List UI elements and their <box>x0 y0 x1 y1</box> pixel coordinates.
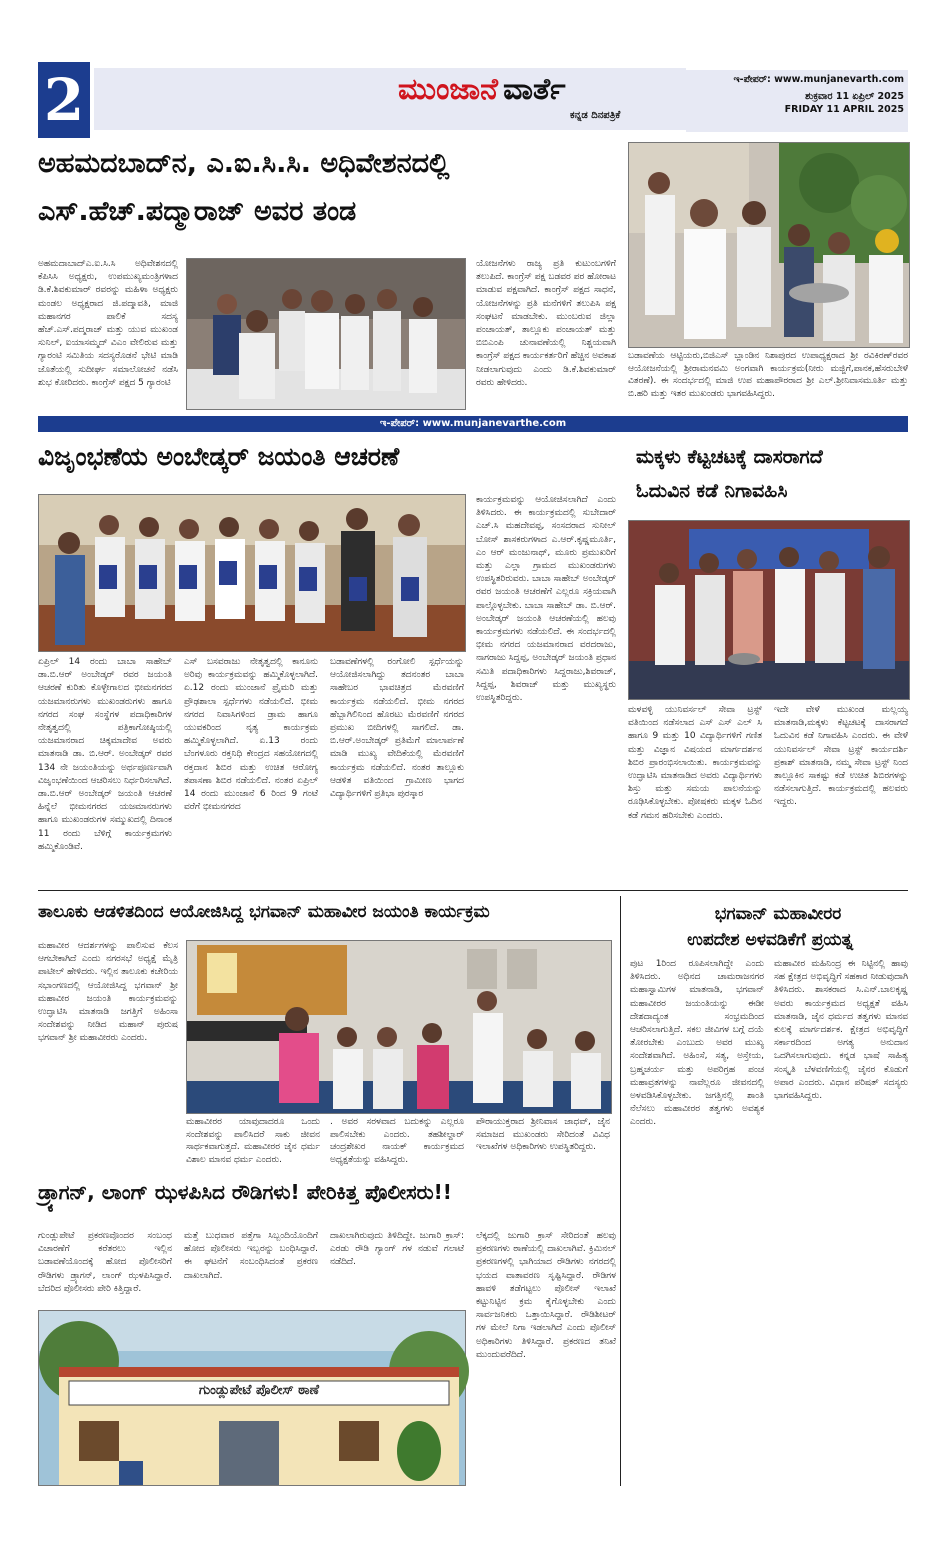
page-number-box <box>38 62 90 138</box>
article5-photo <box>186 940 612 1114</box>
article3-col2: ಎಸ್ ಬಸವರಾಜು ನೇತೃತ್ವದಲ್ಲಿ ಕಾನೂನು ಅರಿವು ಕಾರ್ಯಕ್ರಮವನ್ನು ಹಮ್ಮಿಕೊಳ್ಳಲಾಗಿದೆ. ಏ.12 ರಂದು ಮುಂಜಾನೆ ಪ್ರೈಮರಿ ಮತ್ತು ಪ್ರೌಢಶಾಲಾ ಸ್ಪರ್ಧೆಗಳು ನಡೆಯಲಿದೆ. ಭೀಮ ನಗರದ ನಿವಾಸಿಗಳಿಂದ ಡ್ರಾಮ ಹಾಗೂ ಯುವಕರಿಂದ ನೃತ್ಯ ಕಾರ್ಯಕ್ರಮ ಹಮ್ಮಿಕೊಳ್ಳಲಾಗಿದೆ. ಏ.13 ರಂದು ಬೆಂಗಳೂರು ರಕ್ತನಿಧಿ ಕೇಂದ್ರದ ಸಹಯೋಗದಲ್ಲಿ ರಕ್ತದಾನ ಶಿಬಿರ ಮತ್ತು ಉಚಿತ ಆರೋಗ್ಯ ತಪಾಸಣಾ ಶಿಬಿರ ನಡೆಯಲಿದೆ. ನಂತರ ಏಪ್ರಿಲ್ 14 ರಂದು ಮುಂಜಾನೆ 6 ರಿಂದ 9 ಗಂಟೆ ವರೆಗೆ ಭೀಮನಗರದ <box>184 657 318 813</box>
article3-photo-image <box>39 495 465 651</box>
separator-vertical-article6 <box>620 896 621 1486</box>
article6-col2: ಮಹಾವೀರ ಮಹಿನಿಂದ್ರ ಈ ನಿಟ್ಟಿನಲ್ಲಿ ಹಾವು ಸಹ ಕ್ಷೇತ್ರದ ಅಭಿವೃದ್ಧಿಗೆ ಸಹಕಾರ ನೀಡುವುದಾಗಿ ತಿಳಿಸಿದರು. ಶಾಸಕರಾದ ಸಿ.ಎನ್.ಬಾಲಕೃಷ್ಣ ಅವರು ಕಾರ್ಯಕ್ರಮದ ಅಧ್ಯಕ್ಷತೆ ವಹಿಸಿ ಮಾತನಾಡಿ, ಜೈನ ಧರ್ಮದ ತತ್ವಗಳು ಮಾನವ ಕುಲಕ್ಕೆ ಮಾರ್ಗದರ್ಶಕ. ಕ್ಷೇತ್ರದ ಅಭಿವೃದ್ಧಿಗೆ ಸರ್ಕಾರದಿಂದ ಅಗತ್ಯ ಅನುದಾನ ಒದಗಿಸಲಾಗುವುದು. ಕನ್ನಡ ಭಾಷೆ ಸಾಹಿತ್ಯ ಸಂಸ್ಕೃತಿ ಬೆಳವಣಿಗೆಯಲ್ಲಿ ಜೈನರ ಕೊಡುಗೆ ಅಪಾರ ಎಂದರು. ವಿಧಾನ ಪರಿಷತ್ ಸದಸ್ಯರು ಭಾಗವಹಿಸಿದ್ದರು. <box>774 959 908 1102</box>
separator-mid <box>38 890 908 891</box>
article4-col1: ಮಳವಳ್ಳಿ ಯುನಿವರ್ಸಲ್ ಸೇವಾ ಟ್ರಸ್ಟ್ ವತಿಯಿಂದ ನಡೆಸಲಾದ ಎಸ್ ಎಸ್ ಎಲ್ ಸಿ ಹಾಗೂ 9 ಮತ್ತು 10 ವಿದ್ಯಾರ್ಥಿಗಳಿಗೆ ಗಣಿತ ಮತ್ತು ವಿಜ್ಞಾನ ವಿಷಯದ ಮಾರ್ಗದರ್ಶನ ಶಿಬಿರ ಪ್ರಾರಂಭಿಸಲಾಯಿತು. ಕಾರ್ಯಕ್ರಮವನ್ನು ಉದ್ಘಾಟಿಸಿ ಮಾತನಾಡಿದ ಅವರು ವಿದ್ಯಾರ್ಥಿಗಳು ಶಿಸ್ತು ಮತ್ತು ಸಮಯ ಪಾಲನೆಯನ್ನು ರೂಢಿಸಿಕೊಳ್ಳಬೇಕು. ಪೋಷಕರು ಮಕ್ಕಳ ಓದಿನ ಕಡೆ ಗಮನ ಹರಿಸಬೇಕು ಎಂದರು. <box>628 705 762 821</box>
article4-col2: ಇದೇ ವೇಳೆ ಮುಖಂಡ ಮಲ್ಲಯ್ಯ ಮಾತನಾಡಿ,ಮಕ್ಕಳು ಕೆಟ್ಟಚಟಕ್ಕೆ ದಾಸರಾಗದೆ ಓದುವಿನ ಕಡೆ ನಿಗಾವಹಿಸಿ ಎಂದರು. ಈ ವೇಳೆ ಯುನಿವರ್ಸಲ್ ಸೇವಾ ಟ್ರಸ್ಟ್ ಕಾರ್ಯದರ್ಶಿ ಪ್ರಕಾಶ್ ಮಾತನಾಡಿ, ನಮ್ಮ ಸೇವಾ ಟ್ರಸ್ಟ್ ನಿಂದ ತಾಲ್ಲೂಕಿನ ಸಾಕಷ್ಟು ಕಡೆ ಉಚಿತ ಶಿಬಿರಗಳನ್ನು ನಡೆಸಲಾಗುತ್ತಿದೆ. ಕಾರ್ಯಕ್ರಮದಲ್ಲಿ ಹಲವರು ಇದ್ದರು. <box>774 705 908 808</box>
article4-photo <box>628 520 910 700</box>
article5-headline: ತಾಲೂಕು ಆಡಳಿತದಿಂದ ಆಯೋಜಿಸಿದ್ದ ಭಗವಾನ್ ಮಹಾವೀರ ಜಯಂತಿ ಕಾರ್ಯಕ್ರಮ <box>38 902 490 922</box>
page-number: 2 <box>43 66 85 134</box>
masthead-date-kannada: ಶುಕ್ರವಾರ 11 ಏಪ್ರಿಲ್ 2025 <box>805 91 904 102</box>
article7-col1: ಗುಂಡ್ಲುಪೇಟೆ ಪ್ರಕರಣವೊಂದರ ಸಂಬಂಧ ವಿಚಾರಣೆಗೆ ಕರೆತರಲು ಇಲ್ಲಿನ ಬಡಾವಣೆಯೊಂದಕ್ಕೆ ಹೋದ ಪೊಲೀಸರಿಗೆ ರೌಡಿಗಳು ಡ್ರ್ಯಾಗನ್, ಲಾಂಗ್ ಝಳಪಿಸಿದ್ದಾರೆ. ಬೆದರಿದ ಪೊಲೀಸರು ಪೇರಿ ಕಿತ್ತಿದ್ದಾರೆ. <box>38 1231 172 1294</box>
article3-photo <box>38 494 466 652</box>
article1-col2: ಯೋಜನೆಗಳು ರಾಜ್ಯ ಪ್ರತಿ ಕುಟುಂಬಗಳಿಗೆ ತಲುಪಿದೆ. ಕಾಂಗ್ರೆಸ್ ಪಕ್ಷ ಬಡವರ ಪರ ಹೋರಾಟ ಮಾಡುವ ಪಕ್ಷವಾಗಿದೆ. ಕಾಂಗ್ರೆಸ್ ಪಕ್ಷದ ಸಾಧನೆ, ಯೋಜನೆಗಳನ್ನು ಪ್ರತಿ ಮನೆಗಳಿಗೆ ತಲುಪಿಸಿ ಪಕ್ಷ ಸಂಘಟನೆ ಮಾಡಬೇಕು. ಮುಂಬರುವ ಜಿಲ್ಲಾ ಪಂಚಾಯತ್, ತಾಲ್ಲೂಕು ಪಂಚಾಯತ್ ಮತ್ತು ಬಿಬಿಎಂಪಿ ಚುನಾವಣೆಯಲ್ಲಿ ನಿಶ್ಚಯವಾಗಿ ಕಾಂಗ್ರೆಸ್ ಪಕ್ಷದ ಕಾರ್ಯಕರ್ತರಿಗೆ ಹೆಚ್ಚಿನ ಅವಕಾಶ ನೀಡಲಾಗುವುದು ಎಂದು ಡಿ.ಕೆ.ಶಿವಕುಮಾರ್ ರವರು ಹೇಳಿದರು. <box>476 259 616 388</box>
masthead-subtitle: ಕನ್ನಡ ದಿನಪತ್ರಿಕೆ <box>570 110 621 121</box>
article1-photo <box>186 258 466 410</box>
article5-caption2: . ಅವರ ಸರಳವಾದ ಬದುಕನ್ನು ಎಲ್ಲರೂ ಪಾಲಿಸಬೇಕು ಎಂದರು. ತಹಶೀಲ್ದಾರ್ ಚಂದ್ರಶೇಖರ ನಾಯಕ್ ಕಾರ್ಯಕ್ರಮದ ಅಧ್ಯಕ್ಷತೆಯನ್ನು ವಹಿಸಿದ್ದರು. <box>330 1117 464 1165</box>
article2-photo <box>628 142 910 348</box>
article7-col4: ಲೆಕ್ಕದಲ್ಲಿ ಜುಗಾರಿ ಕ್ರಾಸ್ ಸೇರಿದಂತೆ ಹಲವು ಪ್ರಕರಣಗಳು ಠಾಣೆಯಲ್ಲಿ ದಾಖಲಾಗಿವೆ. ಕ್ರಿಮಿನಲ್ ಪ್ರಕರಣಗಳಲ್ಲಿ ಭಾಗಿಯಾದ ರೌಡಿಗಳು ನಗರದಲ್ಲಿ ಭಯದ ವಾತಾವರಣ ಸೃಷ್ಟಿಸಿದ್ದಾರೆ. ರೌಡಿಗಳ ಹಾವಳಿ ತಡೆಗಟ್ಟಲು ಪೊಲೀಸ್ ಇಲಾಖೆ ಕಟ್ಟುನಿಟ್ಟಿನ ಕ್ರಮ ಕೈಗೊಳ್ಳಬೇಕು ಎಂದು ಸಾರ್ವಜನಿಕರು ಒತ್ತಾಯಿಸಿದ್ದಾರೆ. ರೌಡಿಶೀಟರ್ ಗಳ ಮೇಲೆ ನಿಗಾ ಇಡಲಾಗಿದೆ ಎಂದು ಪೊಲೀಸ್ ಅಧಿಕಾರಿಗಳು ತಿಳಿಸಿದ್ದಾರೆ. ಪ್ರಕರಣದ ತನಿಖೆ ಮುಂದುವರೆದಿದೆ. <box>476 1231 616 1360</box>
article6-headline-line1: ಭಗವಾನ್ ಮಹಾವೀರರ <box>714 904 842 924</box>
article1-headline-line1: ಅಹಮದಬಾದ್‌ನ, ಎ.ಐ.ಸಿ.ಸಿ. ಅಧಿವೇಶನದಲ್ಲಿ <box>38 148 450 179</box>
article3-right-col: ಕಾರ್ಯಕ್ರಮವನ್ನು ಆಯೋಜಿಸಲಾಗಿದೆ ಎಂದು ತಿಳಿಸಿದರು. ಈ ಕಾರ್ಯಕ್ರಮದಲ್ಲಿ ಸುಬೇದಾರ್ ಎಚ್.ಸಿ ಮಹದೇವಪ್ಪ, ಸಂಸದರಾದ ಸುನೀಲ್ ಬೋಸ್ ಶಾಸಕರುಗಳಾದ ಎ.ಆರ್.ಕೃಷ್ಣಮೂರ್ತಿ, ಎಂ ಆರ್ ಮಂಜುನಾಥ್, ಮೂರು ಪ್ರಮುಖರಿಗೆ ಮತ್ತು ಎಲ್ಲಾ ಗ್ರಾಮದ ಮುಖಂಡರುಗಳು ಉಪಸ್ಥಿತರಿರುವರು. ಬಾಬಾ ಸಾಹೇಬ್ ಅಂಬೇಡ್ಕರ್ ರವರ ಜಯಂತಿ ಆಚರಣೆಗೆ ಎಲ್ಲರೂ ಸಕ್ರಿಯವಾಗಿ ಪಾಲ್ಗೊಳ್ಳಬೇಕು. ಬಾಬಾ ಸಾಹೇಬ್ ಡಾ. ಬಿ.ಆರ್. ಅಂಬೇಡ್ಕರ್ ಜಯಂತಿ ಆಚರಣೆಯಲ್ಲಿ ಹಲವು ಕಾರ್ಯಕ್ರಮಗಳು ನಡೆಯಲಿದೆ. ಈ ಸಂದರ್ಭದಲ್ಲಿ ಭೀಮ ನಗರದ ಯಜಮಾನರಾದ ವರದರಾಜು, ನಾಗರಾಜು ಸಿದ್ದಪ್ಪ, ಅಂಬೇಡ್ಕರ್ ಜಯಂತಿ ಪ್ರಧಾನ ಸಮಿತಿ ಪದಾಧಿಕಾರಿಗಳು ಸಿದ್ದರಾಜು,ಶಿವರಾಜ್, ಸಿದ್ದಪ್ಪ, ಶಿವರಾಜ್ ಮತ್ತು ಮುಖ್ಯಸ್ಥರು ಉಪಸ್ಥಿತರಿದ್ದರು. <box>476 495 616 704</box>
masthead-right <box>686 70 908 132</box>
article6-col1: ಪುಟ 1ರಿಂದ ರೂಪಿಸಲಾಗಿದ್ದೇ ಎಂದು ತಿಳಿಸಿದರು. ಅಧಿನದ ಚಾಮರಾಜನಗರ ಮಹಾಸ್ವಾಮಿಗಳ ಮಾತನಾಡಿ, ಭಗವಾನ್ ಮಹಾವೀರರ ಜಯಂತಿಯನ್ನು ಈಡೀ ದೇಶದಾದ್ಯಂತ ಸಂಭ್ರಮದಿಂದ ಆಚರಿಸಲಾಗುತ್ತಿದೆ. ಸಕಲ ಜೀವಿಗಳ ಬಗ್ಗೆ ದಯೆ ತೋರಬೇಕು ಎಂಬುದು ಅವರ ಮುಖ್ಯ ಸಂದೇಶವಾಗಿದೆ. ಅಹಿಂಸೆ, ಸತ್ಯ, ಅಸ್ತೇಯ, ಬ್ರಹ್ಮಚರ್ಯ ಮತ್ತು ಅಪರಿಗ್ರಹ ಪಂಚ ಮಹಾವ್ರತಗಳನ್ನು ನಾವೆಲ್ಲರೂ ಜೀವನದಲ್ಲಿ ಅಳವಡಿಸಿಕೊಳ್ಳಬೇಕು. ಜಗತ್ತಿನಲ್ಲಿ ಶಾಂತಿ ನೆಲೆಸಲು ಮಹಾವೀರರ ತತ್ವಗಳು ಅವಶ್ಯಕ ಎಂದರು. <box>630 959 764 1128</box>
article7-col2: ಮತ್ತೆ ಬುಧವಾರ ಪತ್ತೆಗಾ ಸಿಬ್ಬಂದಿಯೊಂದಿಗೆ ಹೋದ ಪೊಲೀಸರು ಇಬ್ಬರನ್ನು ಬಂಧಿಸಿದ್ದಾರೆ. ಈ ಘಟನೆಗೆ ಸಂಬಂಧಿಸಿದಂತೆ ಪ್ರಕರಣ ದಾಖಲಾಗಿದೆ. <box>184 1231 318 1281</box>
article7-photo-image <box>39 1311 465 1485</box>
article4-headline-line2: ಓದುವಿನ ಕಡೆ ನಿಗಾವಹಿಸಿ <box>636 480 788 502</box>
article4-photo-image <box>629 521 909 699</box>
article5-caption3: ಪೌರಾಯುಕ್ತರಾದ ಶ್ರೀನಿವಾಸ ಜಾಧವ್, ಜೈನ ಸಮಾಜದ ಮುಖಂಡರು ಸೇರಿದಂತೆ ವಿವಿಧ ಇಲಾಖೆಗಳ ಅಧಿಕಾರಿಗಳು ಉಪಸ್ಥಿತರಿದ್ದರು. <box>476 1117 610 1152</box>
article1-photo-image <box>187 259 465 409</box>
article2-caption: ಬಡಾವಣೆಯ ಆಟ್ಟಿಯರು,ಬಿಜಿಎಸ್ ಬ್ಲಾಂಡಿನ ನಿಶಾಪುರದ ಉಪಾಧ್ಯಕ್ಷರಾದ ಶ್ರೀ ರವಿಕಿರಣ್‌ರವರ ಆಯೋಜನೆಯಲ್ಲಿ ಶ್ರೀರಾಮನವಮಿ ಅಂಗವಾಗಿ ಕಾರ್ಯಕ್ರಮ(ನೀರು ಮಜ್ಜಿಗೆ,ಪಾನಕ,ಹೆಸರುಬೇಳೆ ವಿತರಣೆ). ಈ ಸಂದರ್ಭದಲ್ಲಿ ಮಾಜಿ ಉಪ ಮಹಾಪೌರರಾದ ಶ್ರೀ ಎಲ್.ಶ್ರೀನಿವಾಸಮೂರ್ತಿ ಮತ್ತು ಬಿ.ಹರಿ ಮತ್ತು ಇತರ ಮುಖಂಡರು ಭಾಗವಹಿಸಿದ್ದರು. <box>628 351 908 399</box>
article3-headline: ವಿಜೃಂಭಣೆಯ ಅಂಬೇಡ್ಕರ್ ಜಯಂತಿ ಆಚರಣೆ <box>38 442 400 471</box>
article1-headline-line2: ಎಸ್.ಹೆಚ್.ಪದ್ಮಾರಾಜ್ ಅವರ ತಂಡ <box>38 196 357 227</box>
article5-col1: ಮಹಾವೀರ ಆದರ್ಶಗಳನ್ನು ಪಾಲಿಸುವ ಕೆಲಸ ಆಗಬೇಕಾಗಿದೆ ಎಂದು ನಗರಸಭೆ ಅಧ್ಯಕ್ಷೆ ಮೈತ್ರಿ ಪಾಟೀಲ್ ಹೇಳಿದರು. ಇಲ್ಲಿನ ತಾಲೂಕು ಕಚೇರಿಯ ಸಭಾಂಗಣದಲ್ಲಿ ಆಯೋಜಿಸಿದ್ದ ಭಗವಾನ್ ಶ್ರೀ ಮಹಾವೀರ ಜಯಂತಿ ಕಾರ್ಯಕ್ರಮವನ್ನು ಉದ್ಘಾಟಿಸಿ ಮಾತನಾಡಿ ಜಗತ್ತಿಗೆ ಅಹಿಂಸಾ ಸಂದೇಶವನ್ನು ನೀಡಿದ ಮಹಾನ್ ಪುರುಷ ಭಗವಾನ್ ಶ್ರೀ ಮಹಾವೀರರು ಎಂದರು. <box>38 941 178 1044</box>
masthead-date-english: FRIDAY 11 APRIL 2025 <box>784 104 904 115</box>
article1-col1: ಅಹಮದಾಬಾದ್‌ಎ.ಐ.ಸಿ.ಸಿ ಅಧಿವೇಶನದಲ್ಲಿ ಕೆಪಿಸಿಸಿ ಅಧ್ಯಕ್ಷರು, ಉಪಮುಖ್ಯಮಂತ್ರಿಗಳಾದ ಡಿ.ಕೆ.ಶಿವಕುಮಾರ್ ರವರನ್ನು ಮಹಿಳಾ ಅಧ್ಯಕ್ಷರು ಮಂಡಲ ಅಧ್ಯಕ್ಷರಾದ ಜಿ.ಪದ್ಮಾವತಿ, ಮಾಜಿ ಮಹಾನಗರ ಪಾಲಿಕೆ ಸದಸ್ಯ ಹೆಚ್.ಎಸ್.ಪದ್ಮರಾಜ್ ಮತ್ತು ಯುವ ಮುಖಂಡ ಸುನಿಲ್, ಐಯಾಸಮ್ಮದ್ ವಿಎಂ ವೇಲಿರುವ ಮತ್ತು ಗ್ಯಾರಂಟಿ ಸಮಿತಿಯ ಸದಸ್ಯರೊಡನೆ ಭೇಟಿ ಮಾಡಿ ಜೊತೆಯಲ್ಲಿ ಸುದೀರ್ಘ ಸಮಾಲೋಚನೆ ನಡೆಸಿ ಶುಭ ಕೋರಿದರು. ಕಾಂಗ್ರೆಸ್ ಪಕ್ಷದ 5 ಗ್ಯಾರಂಟಿ <box>38 259 178 388</box>
epaper-strip: ಇ-ಪೇಪರ್: www.munjanevarthe.com <box>38 416 908 432</box>
police-station-sign: ಗುಂಡ್ಲುಪೇಟೆ ಪೊಲೀಸ್ ಠಾಣೆ <box>198 1383 320 1398</box>
masthead-title <box>398 72 566 107</box>
article7-col3: ದಾಖಲಾಗಿರುವುದು ತಿಳಿದಿದ್ದೇ. ಜುಗಾರಿ ಕ್ರಾಸ್: ಎರಡು ರೌಡಿ ಗ್ಯಾಂಗ್ ಗಳ ನಡುವೆ ಗಲಾಟೆ ನಡೆದಿದೆ. <box>330 1231 464 1268</box>
article3-col1: ಏಪ್ರಿಲ್ 14 ರಂದು ಬಾಬಾ ಸಾಹೇಬ್ ಡಾ.ಬಿ.ಆರ್ ಅಂಬೇಡ್ಕರ್ ರವರ ಜಯಂತಿ ಆಚರಣೆ ಕುರಿತು ಕೊಳ್ಳೇಗಾಲದ ಭೀಮನಗರದ ಯಜಮಾನರುಗಳು ಮುಖಂಡರುಗಳು ಹಾಗೂ ನಗರದ ಸಂಘ ಸಂಸ್ಥೆಗಳ ಪದಾಧಿಕಾರಿಗಳ ನೇತೃತ್ವದಲ್ಲಿ ಪತ್ರಿಕಾಗೋಷ್ಠಿಯಲ್ಲಿ ಯಜಮಾನರಾದ ಚಿಕ್ಕಮಾದೇವ ಅವರು ಮಾತನಾಡಿ ಡಾ. ಬಿ.ಆರ್. ಅಂಬೇಡ್ಕರ್ ರವರ 134 ನೇ ಜಯಂತಿಯನ್ನು ಅರ್ಥಪೂರ್ಣವಾಗಿ ವಿಜೃಂಭಣೆಯಿಂದ ಆಚರಿಸಲು ನಿರ್ಧರಿಸಲಾಗಿದೆ. ಡಾ.ಬಿ.ಆರ್ ಅಂಬೇಡ್ಕರ್ ಜಯಂತಿ ಆಚರಣೆ ಹಿನ್ನೆಲೆ ಭೀಮನಗರದ ಯಜಮಾನರುಗಳು ಹಾಗೂ ಮುಖಂಡರುಗಳ ಸಮ್ಮುಖದಲ್ಲಿ ದಿನಾಂಕ 11 ರಂದು ಬೆಳಿಗ್ಗೆ ಕಾರ್ಯಕ್ರಮಗಳು ಹಮ್ಮಿಕೊಂಡಿವೆ. <box>38 657 172 852</box>
article5-photo-image <box>187 941 611 1113</box>
article5-caption1: ಮಹಾವೀರರ ಯಾವುದಾದರೂ ಒಂದು ಸಂದೇಶವನ್ನು ಪಾಲಿಸಿದರೆ ಸಾಕು ಜೀವನ ಸಾರ್ಥಕವಾಗುತ್ತದೆ. ಮಹಾವೀರರ ಜೈನ ಧರ್ಮ ವಿಶಾಲ ಮಾನವ ಧರ್ಮ ಎಂದರು. <box>186 1117 320 1165</box>
article7-headline: ಡ್ರ್ಯಾಗನ್, ಲಾಂಗ್ ಝಳಪಿಸಿದ ರೌಡಿಗಳು! ಪೇರಿಕಿತ್ತ ಪೊಲೀಸರು!! <box>38 1180 452 1204</box>
article3-col3: ಬಡಾವಣೆಗಳಲ್ಲಿ ರಂಗೋಲಿ ಸ್ಪರ್ಧೆಯನ್ನು ಆಯೋಜಿಸಲಾಗಿದ್ದು ತದನಂತರ ಬಾಬಾ ಸಾಹೇಬರ ಭಾವಚಿತ್ರದ ಮೆರವಣಿಗೆ ಕಾರ್ಯಕ್ರಮ ನಡೆಯಲಿದೆ. ಭೀಮ ನಗರದ ಹೆಬ್ಬಾಗಿಲಿನಿಂದ ಹೊರಟು ಮೆರವಣಿಗೆ ನಗರದ ಪ್ರಮುಖ ಬೀದಿಗಳಲ್ಲಿ ಸಾಗಲಿದೆ. ಡಾ. ಬಿ.ಆರ್.ಅಂಬೇಡ್ಕರ್ ಪ್ರತಿಮೆಗೆ ಮಾಲಾರ್ಪಣೆ ಮಾಡಿ ಮುಖ್ಯ ವೇದಿಕೆಯಲ್ಲಿ ಮೆರವಣಿಗೆ ಕಾರ್ಯಕ್ರಮ ನಡೆಯಲಿದೆ. ನಂತರ ತಾಲ್ಲೂಕು ಆಡಳಿತ ವತಿಯಿಂದ ಗ್ರಾಮೀಣ ಭಾಗದ ವಿದ್ಯಾರ್ಥಿಗಳಿಗೆ ಪ್ರತಿಭಾ ಪುರಸ್ಕಾರ <box>330 657 464 800</box>
masthead <box>38 62 908 138</box>
article4-headline-line1: ಮಕ್ಕಳು ಕೆಟ್ಟಚಟಕ್ಕೆ ದಾಸರಾಗದೆ <box>636 446 823 468</box>
masthead-title-black: ವಾರ್ತೆ <box>503 72 566 107</box>
masthead-epaper: ಇ-ಪೇಪರ್: www.munjanevarth.com <box>733 74 904 85</box>
masthead-title-red: ಮುಂಜಾನೆ <box>398 72 498 107</box>
article2-photo-image <box>629 143 909 347</box>
article6-headline-line2: ಉಪದೇಶ ಅಳವಡಿಕೆಗೆ ಪ್ರಯತ್ನ <box>687 930 853 950</box>
article7-photo <box>38 1310 466 1486</box>
